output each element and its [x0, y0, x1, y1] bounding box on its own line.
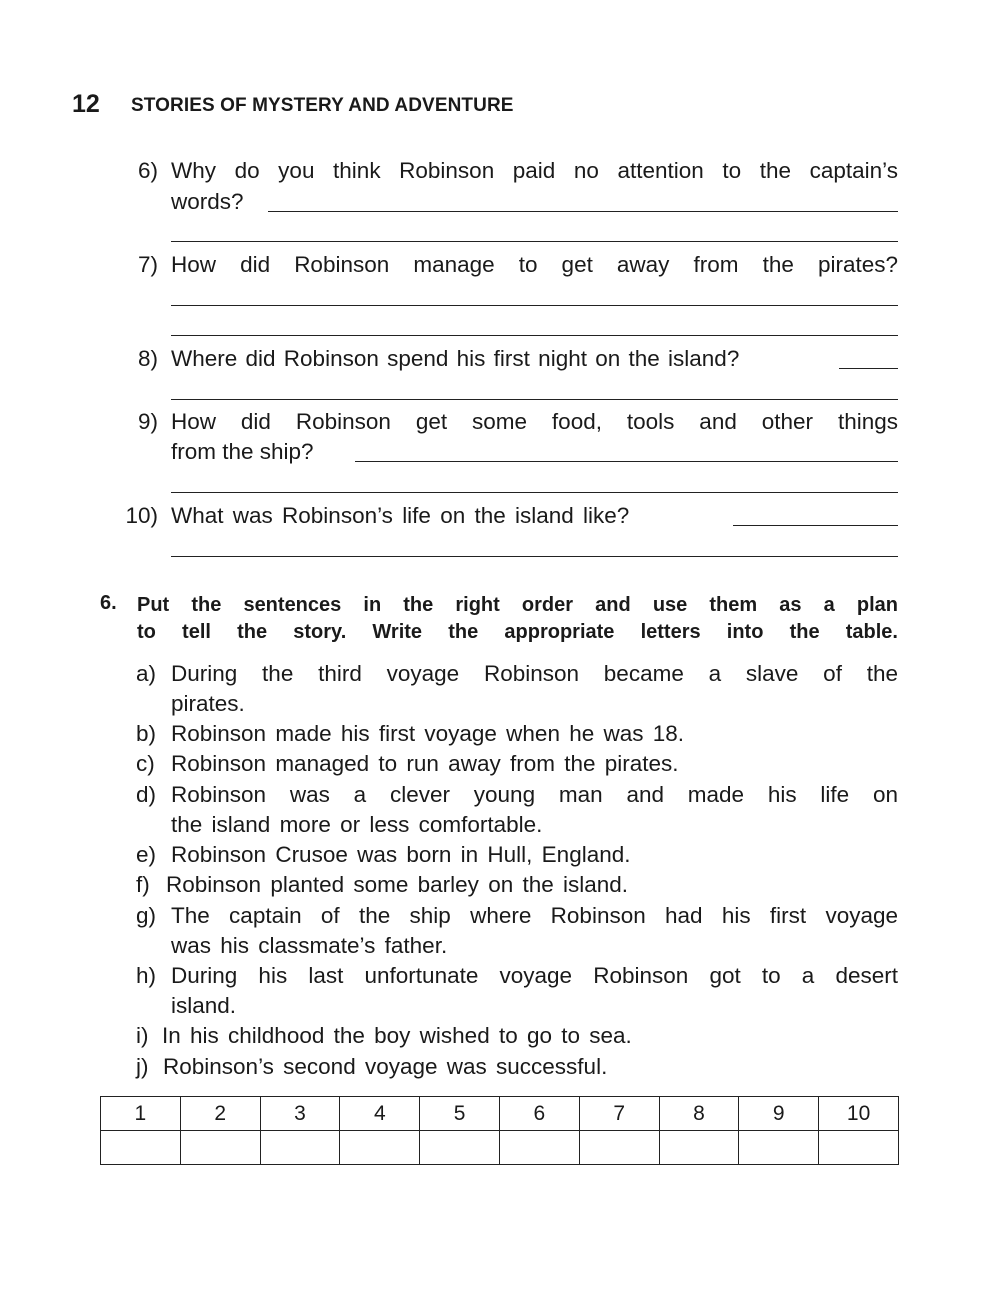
sentence-label: d): [136, 782, 157, 807]
column-number: 2: [180, 1097, 260, 1131]
sentence-text: the island more or less comfortable.: [171, 812, 543, 837]
sentence-label: c): [136, 751, 155, 776]
sentence-label: e): [136, 842, 157, 867]
sentence-text: Robinson was a clever young man and made his life on: [171, 782, 898, 807]
task-instruction: [137, 592, 898, 646]
sentence-a: [136, 659, 898, 719]
sentence-text: pirates.: [171, 691, 245, 716]
running-title: STORIES OF MYSTERY AND ADVENTURE: [131, 95, 514, 116]
sentence-j: [136, 1052, 898, 1082]
sentence-text: Robinson made his first voyage when he was 18.: [171, 721, 685, 746]
column-number: 10: [819, 1097, 899, 1131]
sentence-text: During the third voyage Robinson became a slave of the: [171, 661, 898, 686]
question-text: Why do you think Robinson paid no attention to the captain’s: [171, 158, 898, 183]
answer-cell[interactable]: [499, 1131, 579, 1165]
answer-cell[interactable]: [819, 1131, 899, 1165]
sentence-c: [136, 749, 898, 779]
sentence-label: i): [136, 1023, 149, 1048]
question-number: 9): [137, 409, 158, 434]
sentence-text: Robinson’s second voyage was successful.: [163, 1054, 608, 1079]
column-number: 7: [579, 1097, 659, 1131]
question-number: 10): [125, 503, 158, 528]
answer-line[interactable]: [171, 241, 898, 242]
column-number: 9: [739, 1097, 819, 1131]
sentence-label: g): [136, 903, 157, 928]
answer-cell[interactable]: [739, 1131, 819, 1165]
answer-line[interactable]: [839, 368, 898, 369]
column-number: 3: [260, 1097, 340, 1131]
question-text-cont: from the ship?: [171, 439, 314, 464]
answer-cell[interactable]: [420, 1131, 500, 1165]
task-number: 6.: [100, 592, 117, 614]
sentence-d: [136, 780, 898, 840]
sentence-text: During his last unfortunate voyage Robinson got to a desert: [171, 963, 898, 988]
sentence-f: [136, 870, 898, 900]
page-number: 12: [72, 90, 100, 118]
sentence-text: Robinson managed to run away from the pirates.: [171, 751, 679, 776]
sentence-h: [136, 961, 898, 1021]
table-header-row: [101, 1097, 899, 1131]
sentence-g: [136, 901, 898, 961]
column-number: 1: [101, 1097, 181, 1131]
sentence-text: Robinson planted some barley on the island.: [166, 872, 629, 897]
sentence-label: a): [136, 661, 157, 686]
answer-line[interactable]: [171, 492, 898, 493]
sentence-e: [136, 840, 898, 870]
column-number: 6: [499, 1097, 579, 1131]
answer-cell[interactable]: [340, 1131, 420, 1165]
question-text: How did Robinson manage to get away from the pirates?: [171, 252, 898, 277]
sentence-b: [136, 719, 898, 749]
column-number: 4: [340, 1097, 420, 1131]
table-answer-row: [101, 1131, 899, 1165]
order-table: [100, 1096, 899, 1165]
question-number: 6): [137, 158, 158, 183]
answer-line[interactable]: [171, 399, 898, 400]
sentence-text: In his childhood the boy wished to go to sea.: [162, 1023, 632, 1048]
answer-cell[interactable]: [260, 1131, 340, 1165]
question-text: How did Robinson get some food, tools and other things: [171, 409, 898, 434]
answer-cell[interactable]: [659, 1131, 739, 1165]
sentence-label: b): [136, 721, 157, 746]
sentence-text: island.: [171, 993, 237, 1018]
answer-cell[interactable]: [579, 1131, 659, 1165]
answer-line[interactable]: [171, 335, 898, 336]
column-number: 5: [420, 1097, 500, 1131]
answer-line[interactable]: [355, 461, 898, 462]
answer-cell[interactable]: [101, 1131, 181, 1165]
question-text-cont: words?: [171, 189, 244, 214]
sentence-label: h): [136, 963, 157, 988]
sentence-text: was his classmate’s father.: [171, 933, 448, 958]
question-number: 7): [137, 252, 158, 277]
answer-line[interactable]: [268, 211, 898, 212]
sentence-label: j): [136, 1054, 149, 1079]
task-instruction-line: Put the sentences in the right order and use them as a plan: [137, 594, 898, 616]
sentence-text: Robinson Crusoe was born in Hull, England.: [171, 842, 631, 867]
question-text: What was Robinson’s life on the island like?: [171, 503, 630, 528]
task-instruction-line: to tell the story. Write the appropriate letters into the table.: [137, 621, 898, 643]
question-number: 8): [137, 346, 158, 371]
answer-line[interactable]: [733, 525, 898, 526]
answer-line[interactable]: [171, 305, 898, 306]
answer-line[interactable]: [171, 556, 898, 557]
sentence-label: f): [136, 872, 150, 897]
sentence-text: The captain of the ship where Robinson had his first voyage: [171, 903, 898, 928]
sentence-i: [136, 1021, 898, 1051]
question-text: Where did Robinson spend his first night on the island?: [171, 346, 740, 371]
column-number: 8: [659, 1097, 739, 1131]
answer-cell[interactable]: [180, 1131, 260, 1165]
